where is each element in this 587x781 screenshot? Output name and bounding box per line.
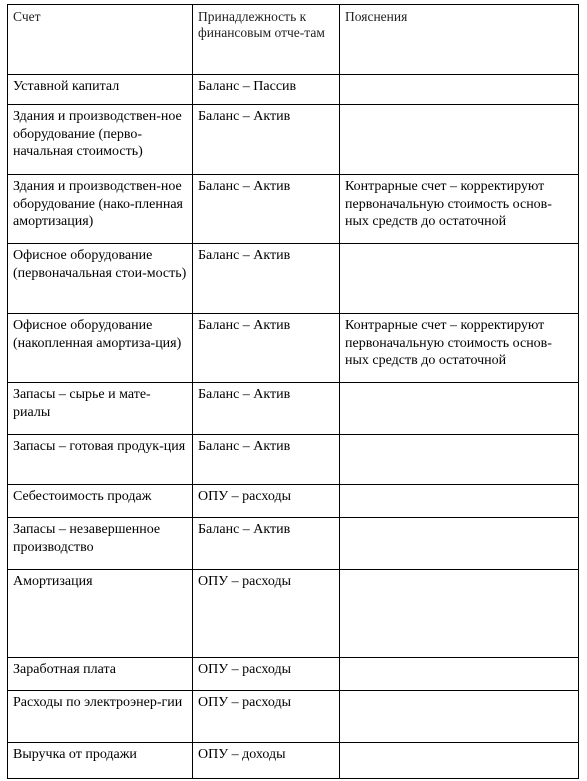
statement-cell: ОПУ – расходы <box>193 570 340 658</box>
notes-cell: Контрарные счет – корректируют первоначальную стоимость основ-ных средств до остаточной <box>340 175 579 244</box>
table-row <box>8 175 579 244</box>
header-notes: Пояснения <box>340 5 579 75</box>
table-row <box>8 314 579 383</box>
account-cell: Офисное оборудование (первоначальная стои-мость) <box>8 244 193 314</box>
notes-cell <box>340 75 579 105</box>
account-cell: Себестоимость продаж <box>8 485 193 518</box>
notes-cell <box>340 691 579 743</box>
account-cell: Запасы – готовая продук-ция <box>8 435 193 485</box>
account-cell: Расходы по электроэнер-гии <box>8 691 193 743</box>
statement-cell: Баланс – Актив <box>193 435 340 485</box>
statement-cell: Баланс – Актив <box>193 244 340 314</box>
statement-cell: ОПУ – доходы <box>193 743 340 779</box>
table-row <box>8 244 579 314</box>
table-row <box>8 570 579 658</box>
notes-cell <box>340 658 579 691</box>
account-cell: Уставной капитал <box>8 75 193 105</box>
notes-cell <box>340 105 579 175</box>
notes-cell <box>340 383 579 435</box>
notes-cell <box>340 518 579 570</box>
statement-cell: Баланс – Актив <box>193 314 340 383</box>
statement-cell: Баланс – Актив <box>193 518 340 570</box>
notes-cell <box>340 570 579 658</box>
statement-cell: Баланс – Актив <box>193 105 340 175</box>
account-cell: Здания и производствен-ное оборудование (нако-пленная амортизация) <box>8 175 193 244</box>
notes-cell <box>340 244 579 314</box>
table-row <box>8 518 579 570</box>
table-row <box>8 383 579 435</box>
table-row <box>8 485 579 518</box>
account-cell: Выручка от продажи <box>8 743 193 779</box>
notes-cell: Контрарные счет – корректируют первоначальную стоимость основ-ных средств до остаточной <box>340 314 579 383</box>
table-row <box>8 435 579 485</box>
table-row <box>8 105 579 175</box>
statement-cell: ОПУ – расходы <box>193 658 340 691</box>
account-cell: Запасы – незавершенное производство <box>8 518 193 570</box>
statement-cell: Баланс – Актив <box>193 175 340 244</box>
table-header-row <box>8 5 579 75</box>
statement-cell: Баланс – Актив <box>193 383 340 435</box>
account-cell: Здания и производствен-ное оборудование (перво-начальная стоимость) <box>8 105 193 175</box>
statement-cell: Баланс – Пассив <box>193 75 340 105</box>
table-row <box>8 75 579 105</box>
notes-cell <box>340 743 579 779</box>
account-cell: Заработная плата <box>8 658 193 691</box>
table-row <box>8 658 579 691</box>
account-cell: Запасы – сырье и мате-риалы <box>8 383 193 435</box>
notes-cell <box>340 485 579 518</box>
accounts-table <box>7 4 579 779</box>
account-cell: Амортизация <box>8 570 193 658</box>
statement-cell: ОПУ – расходы <box>193 691 340 743</box>
table-row <box>8 743 579 779</box>
table-row <box>8 691 579 743</box>
statement-cell: ОПУ – расходы <box>193 485 340 518</box>
account-cell: Офисное оборудование (накопленная амортиза-ция) <box>8 314 193 383</box>
header-account: Счет <box>8 5 193 75</box>
header-statement: Принадлежность к финансовым отче-там <box>193 5 340 75</box>
notes-cell <box>340 435 579 485</box>
